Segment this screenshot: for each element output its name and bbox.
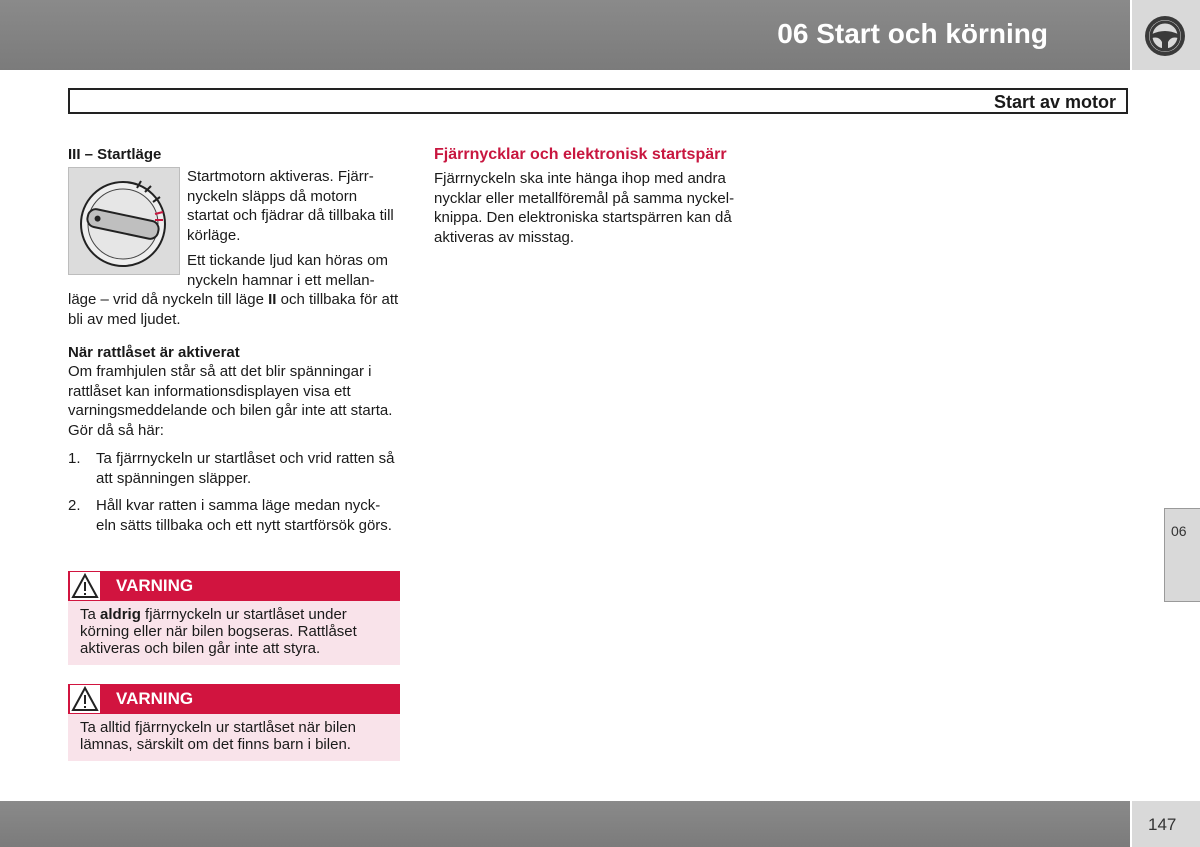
warning-text: Ta alltid fjärrnyckeln ur startlåset när bilen lämnas, särskilt om det finns barn i bilen. [80, 719, 356, 753]
warning-header [68, 684, 400, 714]
chapter-side-tab-label: 06 [1171, 523, 1187, 539]
warning-triangle-icon [70, 572, 100, 600]
ignition-switch-icon [69, 168, 179, 274]
chapter-side-tab[interactable] [1164, 508, 1200, 602]
chapter-title: 06 Start och körning [777, 18, 1048, 49]
steering-wheel-icon [1143, 14, 1187, 58]
rattlas-paragraph: Om framhjulen står så att det blir spänningar i rattlåset kan informationsdisplayen visa ett varningsmeddelande och bilen går inte att starta. Gör då så här: [68, 363, 393, 439]
section-title-box [68, 88, 1128, 114]
page-number: 147 [1148, 815, 1177, 834]
ignition-figure [68, 167, 180, 275]
page-number-box [1132, 801, 1200, 847]
warning-box-2 [68, 684, 400, 761]
warning-text: Ta aldrig fjärrnyckeln ur startlåset under körning eller när bilen bogseras. Rattlåset aktiveras och bilen går inte att styra. [80, 606, 357, 657]
footer-bar [0, 801, 1130, 847]
list-item: 1. Ta fjärrnyckeln ur startlåset och vrid ratten så att spänningen släpper. [68, 450, 395, 487]
warning-label: VARNING [116, 689, 194, 708]
warning-triangle-icon [70, 685, 100, 713]
section-title: Start av motor [993, 92, 1116, 112]
chapter-header-bar [0, 0, 1130, 70]
left-column [68, 145, 400, 535]
steps-list [68, 449, 400, 535]
chapter-icon-box [1132, 0, 1200, 70]
warning-box-1 [68, 571, 400, 665]
ticking-paragraph-end: läge – vrid då nyckeln till läge II och tillbaka för att bli av med ljudet. [68, 291, 399, 328]
list-item: 2. Håll kvar ratten i samma läge medan nyck-eln sätts tillbaka och ett nytt startförsök görs. [68, 497, 392, 534]
right-column [434, 145, 774, 247]
startlage-paragraph: Startmotorn aktiveras. Fjärr-nyckeln släpps då motorn startat och fjädrar då tillbaka till körläge. [187, 168, 394, 244]
remote-key-paragraph: Fjärrnyckeln ska inte hänga ihop med andra nycklar eller metallföremål på samma nyckel-knippa. Den elektroniska startspärren kan då aktiveras av misstag. [434, 170, 735, 246]
warning-label: VARNING [116, 576, 194, 595]
rattlas-heading: När rattlåset är aktiverat [68, 344, 240, 361]
warning-header [68, 571, 400, 601]
ticking-paragraph-start: Ett tickande ljud kan höras om nyckeln hamnar i ett mellan- [187, 252, 388, 289]
startlage-heading: III – Startläge [68, 146, 162, 163]
remote-key-heading: Fjärrnycklar och elektronisk startspärr [434, 146, 727, 163]
